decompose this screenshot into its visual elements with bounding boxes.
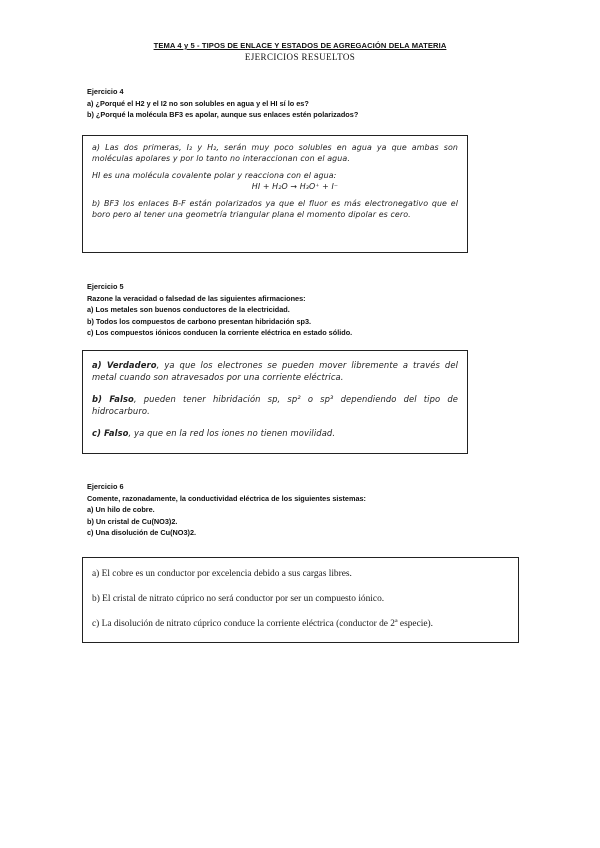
exercise-5-answer-box (82, 350, 468, 454)
document-subtitle: EJERCICIOS RESUELTOS (244, 52, 356, 62)
exercise-6-question (87, 481, 366, 539)
exercise-5-answer-b-lead: b) Falso (92, 394, 134, 404)
exercise-4-question (87, 86, 358, 121)
exercise-5-answer-c (92, 428, 458, 440)
exercise-6-line-c: c) Una disolución de Cu(NO3)2. (87, 528, 197, 537)
exercise-5-line-c: c) Los compuestos iónicos conducen la corriente eléctrica en estado sólido. (87, 328, 353, 337)
exercise-5-line-b: b) Todos los compuestos de carbono presentan hibridación sp3. (87, 316, 312, 326)
exercise-6-answer-a: a) El cobre es un conductor por excelencia debido a sus cargas libres. (92, 569, 352, 579)
exercise-5-line-a: a) Los metales son buenos conductores de la electricidad. (87, 305, 290, 314)
exercise-5-intro: Razone la veracidad o falsedad de las siguientes afirmaciones: (87, 293, 306, 303)
exercise-5-heading: Ejercicio 5 (87, 282, 124, 291)
exercise-4-heading: Ejercicio 4 (87, 87, 124, 96)
exercise-4-answer-hi: HI es una molécula covalente polar y reacciona con el agua: (92, 171, 337, 181)
exercise-6-answer-b: b) El cristal de nitrato cúprico no será conductor por ser un compuesto iónico. (92, 594, 385, 604)
exercise-6-line-a: a) Un hilo de cobre. (87, 505, 155, 514)
exercise-6-answer-c: c) La disolución de nitrato cúprico conduce la corriente eléctrica (conductor de 2ª especie). (92, 619, 433, 629)
exercise-5-answer-b (92, 394, 458, 417)
document-title: TEMA 4 y 5 - TIPOS DE ENLACE Y ESTADOS DE AGREGACIÓN DELA MATERIA (153, 41, 447, 50)
exercise-6-heading: Ejercicio 6 (87, 482, 124, 491)
exercise-4-line-a: a) ¿Porqué el H2 y el I2 no son solubles en agua y el HI sí lo es? (87, 98, 309, 108)
exercise-5-answer-c-text: , ya que en la red los iones no tienen movilidad. (128, 428, 336, 438)
exercise-4-line-b: b) ¿Porqué la molécula BF3 es apolar, aunque sus enlaces estén polarizados? (87, 110, 359, 119)
exercise-5-answer-b-text: , pueden tener hibridación sp, sp² o sp³ dependiendo del tipo de hidrocarburo. (92, 394, 459, 416)
exercise-4-answer-b: b) BF3 los enlaces B-F están polarizados ya que el fluor es más electronegativo que el boro pero al tener una geometría triangular plana el momento dipolar es cero. (92, 199, 458, 219)
exercise-5-answer-c-lead: c) Falso (92, 428, 129, 438)
exercise-6-line-b: b) Un cristal de Cu(NO3)2. (87, 516, 178, 526)
exercise-6-intro: Comente, razonadamente, la conductividad eléctrica de los siguientes sistemas: (87, 493, 366, 503)
exercise-5-answer-a-lead: a) Verdadero (92, 360, 157, 370)
exercise-5-question (87, 281, 352, 339)
exercise-5-answer-a-text: , ya que los electrones se pueden mover libremente a través del metal cuando son atravesados por una corriente eléctrica. (92, 360, 458, 382)
exercise-6-answer-box (82, 557, 519, 643)
exercise-5-answer-a (92, 360, 458, 383)
exercise-4-answer-a: a) Las dos primeras, I₂ y H₂, serán muy poco solubles en agua ya que ambas son moléculas apolares y por lo tanto no interaccionan con el agua. (92, 143, 458, 163)
exercise-4-answer-box (82, 135, 468, 253)
exercise-4-answer-equation: HI + H₂O → H₃O⁺ + I⁻ (251, 181, 339, 191)
